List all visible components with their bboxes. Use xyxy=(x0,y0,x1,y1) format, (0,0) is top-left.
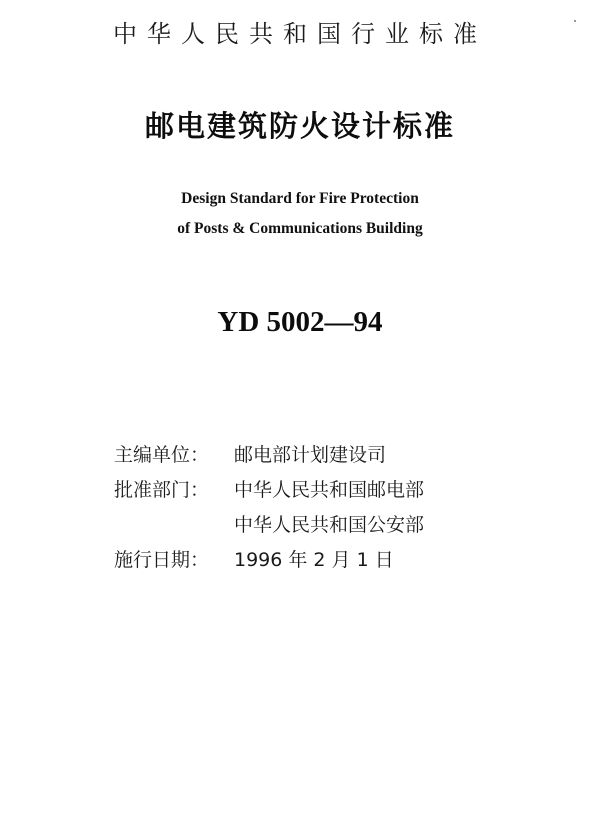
editor-row xyxy=(114,440,386,467)
title-english-line-2: of Posts & Communications Building xyxy=(177,220,423,237)
title-chinese: 邮电建筑防火设计标准 xyxy=(144,109,455,143)
standard-type-header: 中华人民共和国行业标准 xyxy=(113,20,487,48)
approver-label: 批准部门： xyxy=(114,479,210,501)
editor-value: 邮电部计划建设司 xyxy=(234,444,387,466)
date-label: 施行日期： xyxy=(114,549,210,571)
approver-value-1: 中华人民共和国邮电部 xyxy=(234,479,425,501)
standard-code: YD 5002—94 xyxy=(217,306,383,338)
date-value: 1996 年 2 月 1 日 xyxy=(234,549,394,571)
scan-speck xyxy=(574,20,576,22)
approver-value-2: 中华人民共和国公安部 xyxy=(234,514,425,536)
title-english-line-1: Design Standard for Fire Protection xyxy=(181,190,419,207)
approver-row-2 xyxy=(114,510,424,537)
editor-label: 主编单位： xyxy=(114,444,210,466)
date-row xyxy=(114,545,394,572)
approver-row xyxy=(114,475,424,502)
